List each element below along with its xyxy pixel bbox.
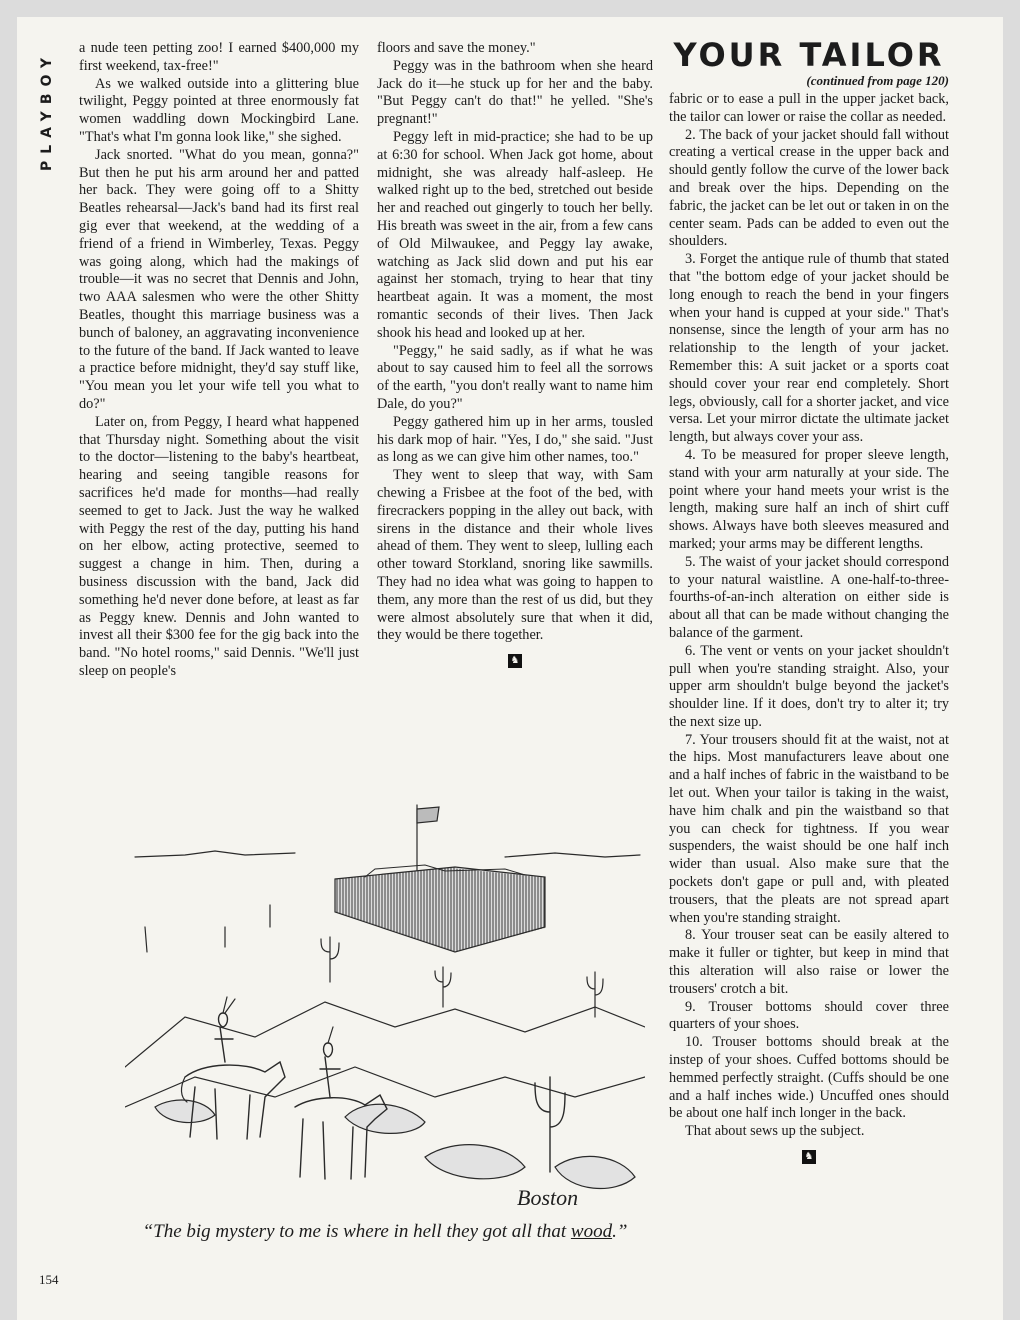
tailor-column [669, 37, 949, 1165]
rock [555, 1156, 635, 1188]
flag-icon [417, 807, 439, 823]
end-mark-icon: ♞ [802, 1150, 816, 1164]
fort-palisade [335, 865, 545, 952]
spine-logo: PLAYBOY [39, 50, 55, 172]
story-paragraph: They went to sleep that way, with Sam chewing a Frisbee at the foot of the bed, with firecrackers popping in the alley out back, with sirens in the distance and their whole lives ahead of them. They went to sleep, lulling each other toward Storkland, snoring like sawmills. They had no idea what was going to happen to them, any more than the rest of us did, but they were almost absolutely sure that when it did, they would be there together. [377, 467, 653, 644]
story-paragraph: Peggy left in mid-practice; she had to be up at 6:30 for school. When Jack got home, about midnight, she was already half-asleep. He walked right up to the bed, stretched out beside her and reached out gingerly to touch her belly. His breath was sweet in the air, from a few cans of Old Milwaukee, and Peggy lay awake, watching as Jack slid down and put his ear against her stomach, trying to hear that tiny heartbeat again. It was a moment, the most romantic seconds of their lives. Then Jack shook his head and looked up at her. [377, 128, 653, 341]
horizon-line [505, 853, 640, 857]
cactus-icon [535, 1077, 565, 1172]
cactus-icon [435, 967, 451, 1007]
magazine-page [17, 17, 1003, 1320]
story-paragraph: Jack snorted. "What do you mean, gonna?" But then he put his arm around her and patted her back. They were going off to a Shitty Beatles rehearsal—Jack's band had its first real gig ever that weekend, at the wedding of a friend of a friend in Wimberley, Texas. Peggy was going along, which had the makings of trouble—it was no secret that Dennis and John, two AAA salesmen who were the other Shitty Beatles, thought this marriage business was a bunch of baloney, an aggravating inconvenience to the future of the band. If Jack wanted to leave a practice before midnight, they'd say stuff like, "You mean you let your wife tell you what to do?" [79, 146, 359, 412]
tailor-paragraph: 7. Your trousers should fit at the waist, not at the hips. Most manufacturers leave about one and a half inches of fabric in the waistband to be let out. When your tailor is taking in the waist, have him chalk and pin the waistband so that you can check for tightness. If you wear suspenders, the waist should be one half inch wider than usual. Also make sure that the pockets don't gape or pull and, with pleated trousers, that the pleats are not spread apart when you're standing straight. [669, 731, 949, 926]
story-paragraph: "Peggy," he said sadly, as if what he was about to say caused him to feel all the sorrows of the earth, "you don't really want to name him Dale, do you?" [377, 342, 653, 412]
caption-text: “The big mystery to me is where in hell they got all that [142, 1221, 571, 1242]
page-number: 154 [39, 1272, 59, 1287]
caption-underlined-word: wood [570, 1221, 613, 1242]
caption-text: .” [612, 1221, 628, 1242]
story-paragraph: a nude teen petting zoo! I earned $400,000 my first weekend, tax-free!" [79, 40, 359, 74]
tailor-paragraph: 10. Trouser bottoms should break at the instep of your shoes. Cuffed bottoms should be hemmed perfectly straight. (Cuffs should be one and a half inches wide.) Uncuffed ones should be about one half inch longer in the back. [669, 1034, 949, 1122]
tailor-paragraph: 9. Trouser bottoms should cover three quarters of your shoes. [669, 998, 949, 1033]
cartoonist-signature: Boston [517, 1185, 579, 1210]
end-mark-icon: ♞ [508, 654, 522, 668]
tailor-paragraph: 4. To be measured for proper sleeve length, stand with your arm naturally at your side. The point where your hand meets your wrist is the length, making sure half an inch of shirt cuff shows. Always have both sleeves measured and marked; your arms may be different lengths. [669, 446, 949, 552]
tailor-paragraph: 6. The vent or vents on your jacket shouldn't pull when you're standing straight. Also, your upper arm shouldn't bulge beyond the jacket's shoulder line. If it does, don't try to alter it; try the next size up. [669, 642, 949, 730]
rock [425, 1145, 525, 1179]
cactus-icon [587, 972, 603, 1017]
tailor-paragraph: 2. The back of your jacket should fall without creating a vertical crease in the upper back and should gently follow the curve of the lower back and break over the hips. Depending on the fabric, the jacket can be let out or taken in on the center seam. Pads can be added to even out the shoulders. [669, 126, 949, 250]
tailor-paragraph: 5. The waist of your jacket should correspond to your natural waistline. A one-half-to-three-fourths-of-an-inch alteration on either side is about all that can be made without changing the balance of the garment. [669, 553, 949, 641]
story-paragraph: As we walked outside into a glittering blue twilight, Peggy pointed at three enormously fat women waddling down Mockingbird Lane. "That's what I'm gonna look like," she sighed. [79, 75, 359, 145]
horizon-line [135, 851, 295, 857]
tailor-paragraph: fabric or to ease a pull in the upper jacket back, the tailor can lower or raise the collar as needed. [669, 91, 949, 125]
story-paragraph: Later on, from Peggy, I heard what happened that Thursday night. Something about the visit to the doctor—listening to the baby's heartbeat, hearing and seeing tangible reasons for sacrifices he'd made for months—had really seemed to get to Jack. Just the way he walked with Peggy the rest of the day, putting his hand on her elbow, acting protective, seemed to suggest a change in him. Then, during a business discussion with the band, Jack did something he'd never done before, at least as far as Peggy knew. Dennis and John wanted to invest all their $300 fee for the gig back into the band. "No hotel rooms," said Dennis. "We'll just sleep on people's [79, 413, 359, 679]
tailor-paragraph: 8. Your trouser seat can be easily altered to make it fuller or tighter, but keep in mind that this alteration will also raise or lower the trousers' crotch a bit. [669, 927, 949, 997]
story-column-1 [79, 40, 359, 681]
cartoon-caption [125, 1221, 645, 1243]
continued-note: (continued from page 120) [806, 73, 949, 88]
rock [155, 1100, 215, 1123]
tailor-paragraph: 3. Forget the antique rule of thumb that stated that "the bottom edge of your jacket should be long enough to reach the bend in your fingers when your hand is cupped at your side." That's nonsense, since the length of your arm has no relationship to the length of your jacket. Remember this: A suit jacket or a sports coat should cover your rear end completely. Short legs, obviously, call for a shorter jacket, and vice versa. Let your mirror dictate the ultimate jacket length, but always cover your ass. [669, 251, 949, 446]
hill-ridge [125, 1002, 645, 1067]
cartoon-illustration [125, 777, 645, 1213]
tailor-paragraph: That about sews up the subject. [685, 1123, 865, 1140]
story-paragraph: floors and save the money." [377, 40, 536, 56]
story-column-2 [377, 40, 653, 669]
distant-cactus-icon [145, 905, 270, 952]
article-headline: YOUR TAILOR [673, 36, 945, 74]
cactus-icon [321, 937, 339, 982]
rock [345, 1104, 425, 1133]
rider-on-horse-right [295, 1027, 387, 1179]
story-paragraph: Peggy was in the bathroom when she heard Jack do it—he stuck up for her and the baby. "But Peggy can't do that!" he yelled. "She's pregnant!" [377, 57, 653, 128]
story-paragraph: Peggy gathered him up in her arms, tousled his dark mop of hair. "Yes, I do," she said. "Just as long as we can give him other names, too." [377, 413, 653, 466]
hill-ridge [125, 1067, 645, 1107]
